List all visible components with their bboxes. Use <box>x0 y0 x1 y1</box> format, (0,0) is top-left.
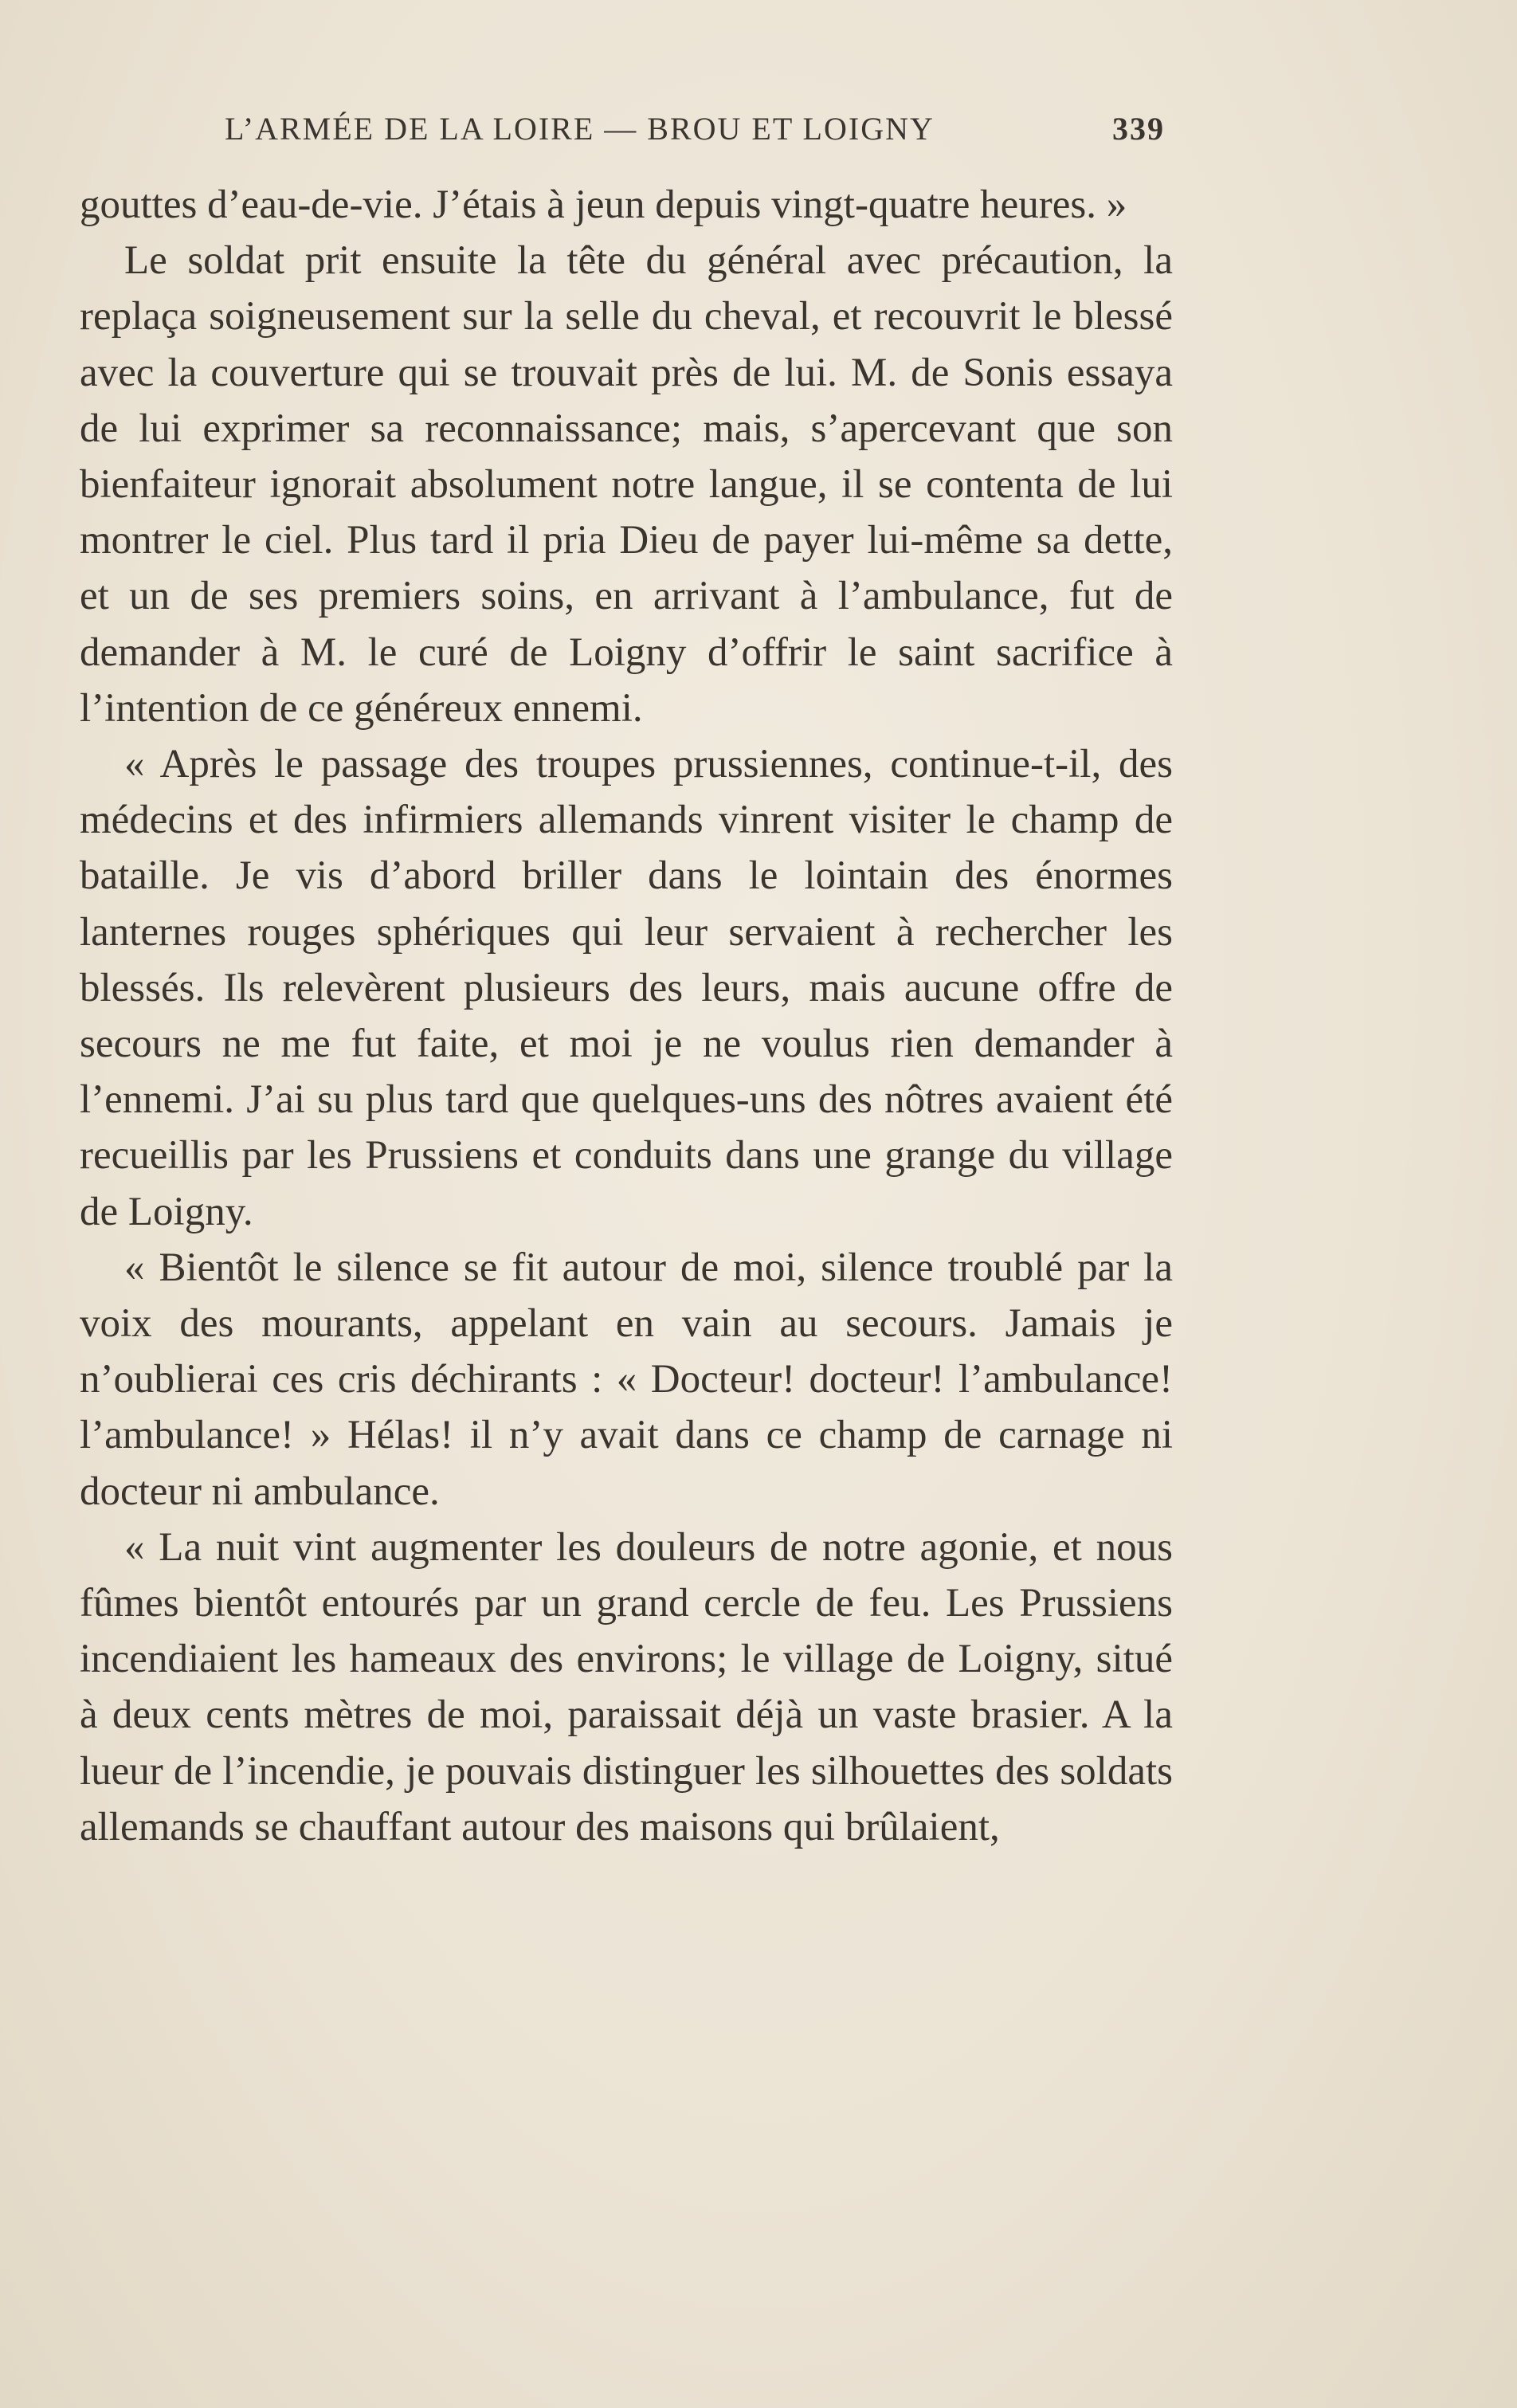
paragraph-continuation: gouttes d’eau-de-vie. J’étais à jeun depuis vingt-quatre heures. » <box>80 182 1127 227</box>
paragraph: « Bientôt le silence se fit autour de moi, silence troublé par la voix des mourants, appelant en vain au secours. Jamais je n’oublierai ces cris déchirants : « Docteur! docteur! l’ambulance! l’ambulance! » Hélas! il n’y avait dans ce champ de carnage ni docteur ni ambulance. <box>80 1245 1173 1514</box>
running-head <box>225 110 1165 158</box>
paragraph: Le soldat prit ensuite la tête du général avec précaution, la replaça soigneusement sur la selle du cheval, et recouvrit le blessé avec la couverture qui se trouvait près de lui. M. de Sonis essaya de lui exprimer sa reconnaissance; mais, s’apercevant que son bienfaiteur ignorait absolument notre langue, il se contenta de lui montrer le ciel. Plus tard il pria Dieu de payer lui-même sa dette, et un de ses premiers soins, en arrivant à l’ambulance, fut de demander à M. le curé de Loigny d’offrir le saint sacrifice à l’intention de ce généreux ennemi. <box>80 238 1173 731</box>
running-title: L’ARMÉE DE LA LOIRE — BROU ET LOIGNY <box>225 111 935 147</box>
paragraph: « Après le passage des troupes prussiennes, continue-t-il, des médecins et des infirmiers allemands vinrent visiter le champ de bataille. Je vis d’abord briller dans le lointain des énormes lanternes rouges sphériques qui leur servaient à rechercher les blessés. Ils relevèrent plusieurs des leurs, mais aucune offre de secours ne me fut faite, et moi je ne voulus rien demander à l’ennemi. J’ai su plus tard que quelques-uns des nôtres avaient été recueillis par les Prussiens et conduits dans une grange du village de Loigny. <box>80 742 1173 1234</box>
paragraph: « La nuit vint augmenter les douleurs de notre agonie, et nous fûmes bientôt entourés par un grand cercle de feu. Les Prussiens incendiaient les hameaux des environs; le village de Loigny, situé à deux cents mètres de moi, paraissait déjà un vaste brasier. A la lueur de l’incendie, je pouvais distinguer les silhouettes des soldats allemands se chauffant autour des maisons qui brûlaient, <box>80 1524 1173 1849</box>
page-number: 339 <box>1112 111 1165 147</box>
body-text <box>80 177 1173 1855</box>
